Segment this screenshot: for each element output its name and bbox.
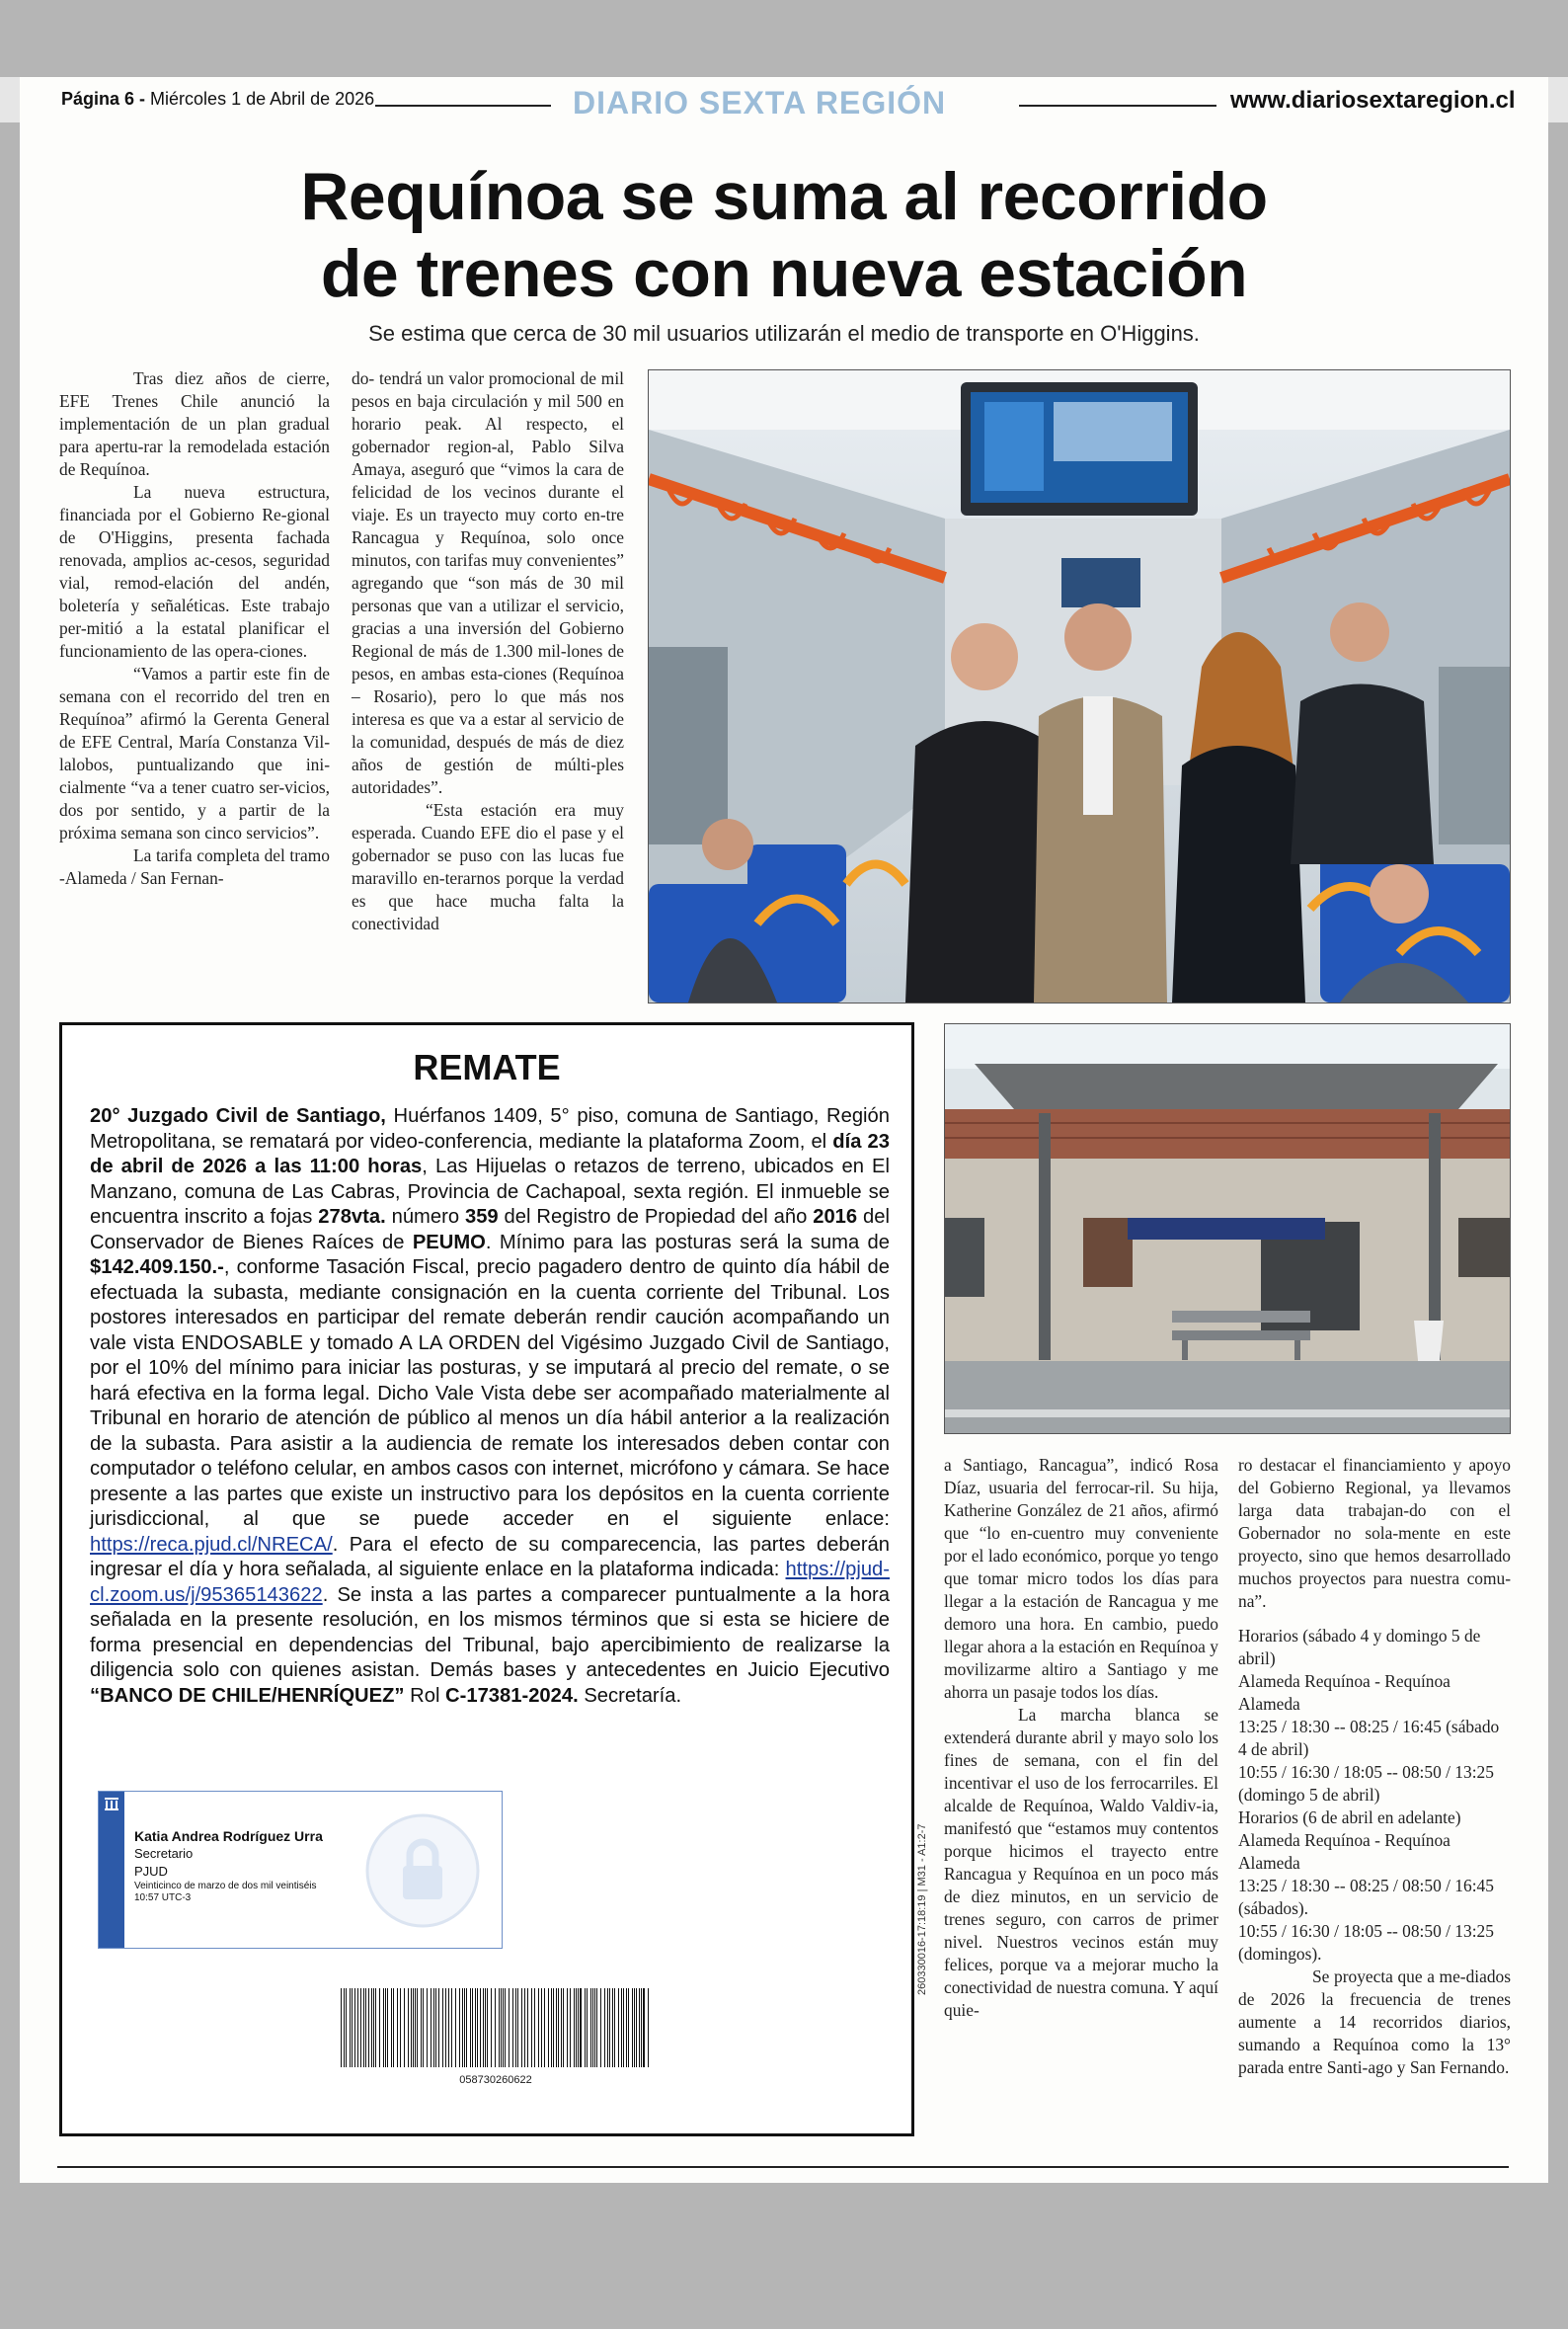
case-rol: C-17381-2024. xyxy=(445,1684,579,1707)
signer-name: Katia Andrea Rodríguez Urra xyxy=(134,1828,323,1844)
paragraph: “Vamos a partir este fin de semana con el recorrido del tren en Requínoa” afirmó la Gerenta General de EFE Central, María Constanza Vil-lalobos, puntualizando que ini-cialmente “va a tener cuatro ser-vicios, dos por sentido, y a partir de la próxima semana son cinco servicios”. xyxy=(59,664,330,843)
train-interior-image xyxy=(649,370,1510,1003)
barcode-bar xyxy=(491,1988,492,2067)
barcode-bar xyxy=(639,1988,640,2067)
header-rule-left xyxy=(375,105,551,107)
barcode-bar xyxy=(360,1988,361,2067)
schedule-line: Horarios (sábado 4 y domingo 5 de abril) xyxy=(1238,1626,1481,1668)
barcode-bar xyxy=(385,1988,386,2067)
barcode-bar xyxy=(621,1988,622,2067)
barcode-bar xyxy=(344,1988,345,2067)
notice-text: del Registro de Propiedad del año xyxy=(498,1206,814,1228)
subheadline: Se estima que cerca de 30 mil usuarios utilizarán el medio de transporte en O'Higgins. xyxy=(368,321,1200,346)
barcode-bar xyxy=(417,1988,418,2067)
barcode-bar xyxy=(628,1988,629,2067)
barcode-bar xyxy=(576,1988,577,2067)
issue-date: Miércoles 1 de Abril de 2026 xyxy=(150,89,375,109)
digital-signature xyxy=(98,1791,503,1949)
barcode-bar xyxy=(375,1988,376,2067)
paragraph: Tras diez años de cierre, EFE Trenes Chile anunció la implementación de un plan gradual para apertu-rar la remodelada estación de Requínoa. xyxy=(59,368,330,479)
barcode-bar xyxy=(411,1988,412,2067)
signer-role: Secretario xyxy=(134,1846,194,1861)
signer-org: PJUD xyxy=(134,1864,168,1879)
barcode-bar xyxy=(477,1988,478,2067)
barcode-bar xyxy=(357,1988,358,2067)
article-column-4 xyxy=(1238,1454,1511,2079)
barcode-bar xyxy=(371,1988,372,2067)
barcode-bar xyxy=(391,1988,392,2067)
barcode-bar xyxy=(393,1988,394,2067)
barcode-bar xyxy=(346,1988,347,2067)
paragraph: a Santiago, Rancagua”, indicó Rosa Díaz, usuaria del ferrocar-ril. Su hija, Katherine González de 21 años, afirmó que “lo en-cuentro muy conveniente por el lado económico, porque yo tengo que tomar micro todos los días para llegar a la estación de Rancagua y me demoro una hora. En cambio, puedo llegar ahora a la estación en Requínoa y movilizarme altiro a Santiago y me ahorra un pasaje todos los días. xyxy=(944,1455,1218,1702)
barcode-bar xyxy=(352,1988,353,2067)
barcode-bar xyxy=(567,1988,568,2067)
barcode-bar xyxy=(527,1988,528,2067)
auction-date: día 23 de abril de 2026 a las 11:00 horas xyxy=(90,1130,891,1177)
barcode-bar xyxy=(505,1988,506,2067)
headline xyxy=(99,158,1469,312)
barcode-bar xyxy=(541,1988,542,2067)
barcode-bar xyxy=(354,1988,355,2067)
barcode-image xyxy=(339,1988,653,2067)
train-interior-photo xyxy=(648,369,1511,1004)
lock-icon xyxy=(363,1811,482,1930)
schedule-block xyxy=(1238,1625,1511,1966)
barcode-bar xyxy=(604,1988,605,2067)
reca-link[interactable]: https://reca.pjud.cl/NRECA/ xyxy=(90,1533,333,1556)
headline-line-2: de trenes con nueva estación xyxy=(320,236,1248,311)
barcode-bar xyxy=(487,1988,488,2067)
barcode-bar xyxy=(580,1988,582,2067)
barcode-bar xyxy=(636,1988,637,2067)
notice-text: número xyxy=(385,1206,465,1228)
barcode-bar xyxy=(451,1988,452,2067)
registry-year: 2016 xyxy=(813,1206,858,1228)
barcode-bar xyxy=(563,1988,564,2067)
barcode-bar xyxy=(421,1988,422,2067)
zoom-link[interactable]: https://pjud-cl.zoom.us/j/95365143622 xyxy=(90,1559,890,1606)
barcode-bar xyxy=(614,1988,615,2067)
barcode-bar xyxy=(596,1988,597,2067)
barcode-bar xyxy=(350,1988,351,2067)
article-column-3 xyxy=(944,1454,1218,2022)
barcode-bar xyxy=(574,1988,575,2067)
legal-notice-box xyxy=(59,1022,914,2136)
notice-text: Rol xyxy=(404,1684,446,1707)
notice-body xyxy=(90,1104,890,1709)
paragraph: “Esta estación era muy esperada. Cuando EFE dio el pase y el gobernador se puso con las lucas fue maravillo en-terarnos porque la verdad es que hace mucha falta la conectividad xyxy=(352,800,624,933)
court-building-icon xyxy=(99,1792,124,1815)
notice-text: . Para el efecto de su comparecencia, las partes deberán ingresar el día y hora señalada, al siguiente enlace en la plataforma indicada: xyxy=(90,1533,890,1580)
barcode-bar xyxy=(483,1988,484,2067)
notice-text: . Se insta a las partes a comparecer puntualmente a la hora señalada en la presente resolución, en los mismos términos que si esta se hiciere de forma presencial en dependencias del Tribunal, bajo apercibimiento de realizarse la diligencia solo con quienes asistan. Demás bases y antecedentes en Juicio Ejecutivo xyxy=(90,1583,890,1681)
schedule-line: 10:55 / 16:30 / 18:05 -- 08:50 / 13:25 (domingo 5 de abril) xyxy=(1238,1762,1494,1805)
notice-text: , Las Hijuelas o retazos de terreno, ubicados en El Manzano, comuna de Las Cabras, Provincia de Cachapoal, sexta región. El inmueble se encuentra inscrito a fojas xyxy=(90,1156,890,1228)
barcode-bar xyxy=(455,1988,456,2067)
barcode-bar xyxy=(548,1988,549,2067)
barcode-bar xyxy=(466,1988,467,2067)
barcode-bar xyxy=(397,1988,398,2067)
barcode-bar xyxy=(632,1988,633,2067)
barcode-bar xyxy=(556,1988,557,2067)
barcode-bar xyxy=(480,1988,481,2067)
barcode-bar xyxy=(585,1988,586,2067)
barcode-bar xyxy=(503,1988,504,2067)
website-link[interactable]: www.diariosextaregion.cl xyxy=(1230,87,1516,114)
header-rule-right xyxy=(1019,105,1216,107)
barcode-bar xyxy=(448,1988,449,2067)
barcode-bar xyxy=(512,1988,513,2067)
barcode-bar xyxy=(551,1988,552,2067)
barcode-bar xyxy=(570,1988,571,2067)
barcode-bar xyxy=(438,1988,439,2067)
barcode xyxy=(339,1988,653,2086)
schedule-line: 13:25 / 18:30 -- 08:25 / 08:50 / 16:45 (sábados). xyxy=(1238,1876,1494,1918)
notice-title: REMATE xyxy=(413,1047,561,1087)
barcode-bar xyxy=(365,1988,366,2067)
barcode-bar xyxy=(485,1988,486,2067)
barcode-bar xyxy=(544,1988,545,2067)
signature-text xyxy=(134,1827,323,1904)
barcode-bar xyxy=(524,1988,525,2067)
schedule-line: 10:55 / 16:30 / 18:05 -- 08:50 / 13:25 (domingos). xyxy=(1238,1921,1494,1964)
barcode-bar xyxy=(594,1988,595,2067)
barcode-bar xyxy=(634,1988,635,2067)
notice-text: Secretaría. xyxy=(578,1684,682,1707)
barcode-bar xyxy=(623,1988,624,2067)
barcode-bar xyxy=(341,1988,342,2067)
registry-place: PEUMO xyxy=(412,1231,486,1253)
barcode-bar xyxy=(600,1988,601,2067)
page-number: Página 6 - xyxy=(61,89,146,109)
barcode-bar xyxy=(618,1988,619,2067)
barcode-bar xyxy=(415,1988,416,2067)
barcode-bar xyxy=(427,1988,428,2067)
signature-bar xyxy=(99,1792,124,1948)
barcode-bar xyxy=(534,1988,535,2067)
headline-line-1: Requínoa se suma al recorrido xyxy=(300,159,1268,234)
barcode-bar xyxy=(592,1988,593,2067)
bottom-rule xyxy=(57,2166,1509,2168)
barcode-bar xyxy=(558,1988,559,2067)
barcode-bar xyxy=(517,1988,518,2067)
barcode-bar xyxy=(445,1988,446,2067)
barcode-bar xyxy=(423,1988,424,2067)
paragraph: do- tendrá un valor promocional de mil pesos en baja circulación y mil 500 en horario peak. Al respecto, el gobernador region-al, Pablo Silva Amaya, aseguró que “vimos la cara de felicidad de los vecinos durante el viaje. Es un trayecto muy corto en-tre Rancagua y Requínoa, solo once minutos, con tarifas muy convenientes” agregando que “son más de 30 mil personas que van a utilizar el servicio, gracias a una inversión del Gobierno Regional de más de 1.300 mil-lones de pesos, en ambas esta-ciones (Requínoa – Rosario), pero lo que más nos interesa es que va a estar al servicio de la comunidad, después de más de diez años de gestión de múlti-ples autoridades”. xyxy=(352,368,624,797)
notice-text: . Mínimo para las posturas será la suma de xyxy=(485,1231,890,1253)
barcode-bar xyxy=(641,1988,642,2067)
schedule-line: 13:25 / 18:30 -- 08:25 / 16:45 (sábado 4 de abril) xyxy=(1238,1717,1500,1759)
schedule-line: Alameda Requínoa - Requínoa Alameda xyxy=(1238,1671,1450,1714)
article-column-1 xyxy=(59,367,330,890)
barcode-bar xyxy=(462,1988,463,2067)
minimum-bid: $142.409.150.- xyxy=(90,1256,224,1278)
barcode-bar xyxy=(363,1988,364,2067)
barcode-bar xyxy=(648,1988,649,2067)
barcode-bar xyxy=(590,1988,591,2067)
barcode-bar xyxy=(626,1988,627,2067)
barcode-bar xyxy=(612,1988,613,2067)
barcode-bar xyxy=(643,1988,645,2067)
barcode-bar xyxy=(561,1988,562,2067)
notice-text: , conforme Tasación Fiscal, precio pagadero dentro de quinto día hábil de efectuada la subasta, mediante consignación en la cuenta corriente del Tribunal. Los postores interesados en participar del remate deberán rendir caución acompañando un vale vista ENDOSABLE y tomado A LA ORDEN del Vigésimo Juzgado Civil de Santiago, por el 10% del mínimo para iniciar las posturas, y se imputará al precio del remate, o se hará efectiva en la forma legal. Dicho Vale Vista debe ser acompañado materialmente al Tribunal en horario de atención de público al menos un día hábil anterior a la realización de la subasta. Para asistir a la audiencia de remate los interesados deben contar con computador o teléfono celular, en ambos casos con internet, micrófono y cámara. Se hace presente a las partes que existe un instructivo para los depósitos en la cuenta corriente jurisdiccional, al que se puede acceder en el siguiente enlace: xyxy=(90,1256,890,1530)
paragraph: La nueva estructura, financiada por el Gobierno Re-gional de O'Higgins, presenta fachada renovada, amplios ac-cesos, seguridad vial, remod-elación del andén, boletería y señaléticas. Este trabajo per-mitió a la estatal planificar el funcionamiento de las opera-ciones. xyxy=(59,482,330,661)
case-name: “BANCO DE CHILE/HENRÍQUEZ” xyxy=(90,1684,405,1707)
barcode-bar xyxy=(509,1988,510,2067)
barcode-bar xyxy=(470,1988,471,2067)
article-column-2 xyxy=(352,367,624,935)
masthead: DIARIO SEXTA REGIÓN xyxy=(573,85,947,120)
page-info xyxy=(61,89,374,110)
barcode-bar xyxy=(373,1988,374,2067)
paragraph: ro destacar el financiamiento y apoyo del Gobierno Regional, ya llevamos larga data trabajan-do con el Gobernador no sola-mente en este proyecto, sino que hemos desarrollado muchos proyectos para nuestra comu-na”. xyxy=(1238,1455,1511,1611)
signature-date: Veinticinco de marzo de dos mil veintiséis xyxy=(134,1881,317,1891)
notice-text: del Conservador de Bienes Raíces de xyxy=(90,1206,890,1253)
signature-time: 10:57 UTC-3 xyxy=(134,1892,192,1903)
paragraph: Se proyecta que a me-diados de 2026 la frecuencia de trenes aumente a 14 recorridos diarios, sumando a Requínoa como la 13° parada entre Santi-ago y San Fernando. xyxy=(1238,1967,1511,2077)
barcode-bar xyxy=(435,1988,436,2067)
barcode-bar xyxy=(531,1988,532,2067)
barcode-bar xyxy=(383,1988,384,2067)
barcode-bar xyxy=(464,1988,465,2067)
schedule-line: Horarios (6 de abril en adelante) xyxy=(1238,1807,1461,1827)
barcode-bar xyxy=(408,1988,409,2067)
barcode-bar xyxy=(495,1988,496,2067)
schedule-line: Alameda Requínoa - Requínoa Alameda xyxy=(1238,1830,1450,1873)
barcode-bar xyxy=(368,1988,369,2067)
barcode-bar xyxy=(499,1988,500,2067)
barcode-bar xyxy=(521,1988,522,2067)
paragraph: La tarifa completa del tramo -Alameda / San Fernan- xyxy=(59,845,330,888)
fojas-number: 278vta. xyxy=(318,1206,386,1228)
barcode-bar xyxy=(387,1988,388,2067)
barcode-bar xyxy=(475,1988,476,2067)
barcode-bar xyxy=(553,1988,554,2067)
barcode-bar xyxy=(515,1988,516,2067)
barcode-bar xyxy=(442,1988,443,2067)
barcode-number: 058730260622 xyxy=(459,2074,532,2086)
barcode-bar xyxy=(433,1988,434,2067)
station-image xyxy=(945,1024,1510,1433)
barcode-bar xyxy=(472,1988,473,2067)
barcode-bar xyxy=(459,1988,460,2067)
barcode-bar xyxy=(538,1988,539,2067)
paragraph: La marcha blanca se extenderá durante abril y mayo solo los fines de semana, con el fin del incentivar el uso de los ferrocarriles. El alcalde de Requínoa, Waldo Valdiv-ia, manifestó que “estamos muy contentos porque hicimos el trayecto entre Rancagua y Requínoa en un poco más de diez minutos, en un servicio de trenes seguro, con carros de primer nivel. Nuestros vecinos están muy felices, porque va a mejorar mucho la conectividad de nuestra comuna. Y aquí quie- xyxy=(944,1705,1218,2020)
barcode-bar xyxy=(607,1988,608,2067)
barcode-bar xyxy=(609,1988,610,2067)
barcode-bar xyxy=(379,1988,380,2067)
barcode-bar xyxy=(400,1988,401,2067)
notice-text: Huérfanos 1409, 5° piso, comuna de Santiago, Región Metropolitana, se rematará por video-conferencia, mediante la plataforma Zoom, el xyxy=(90,1105,890,1153)
court-name: 20° Juzgado Civil de Santiago, xyxy=(90,1105,386,1127)
barcode-bar xyxy=(404,1988,405,2067)
barcode-bar xyxy=(501,1988,502,2067)
side-code: 260330016-17:18:19 | M31 - A1:2-7 xyxy=(916,1823,928,1995)
barcode-bar xyxy=(578,1988,579,2067)
barcode-bar xyxy=(413,1988,414,2067)
barcode-bar xyxy=(587,1988,588,2067)
registry-number: 359 xyxy=(464,1206,499,1228)
station-photo xyxy=(944,1023,1511,1434)
